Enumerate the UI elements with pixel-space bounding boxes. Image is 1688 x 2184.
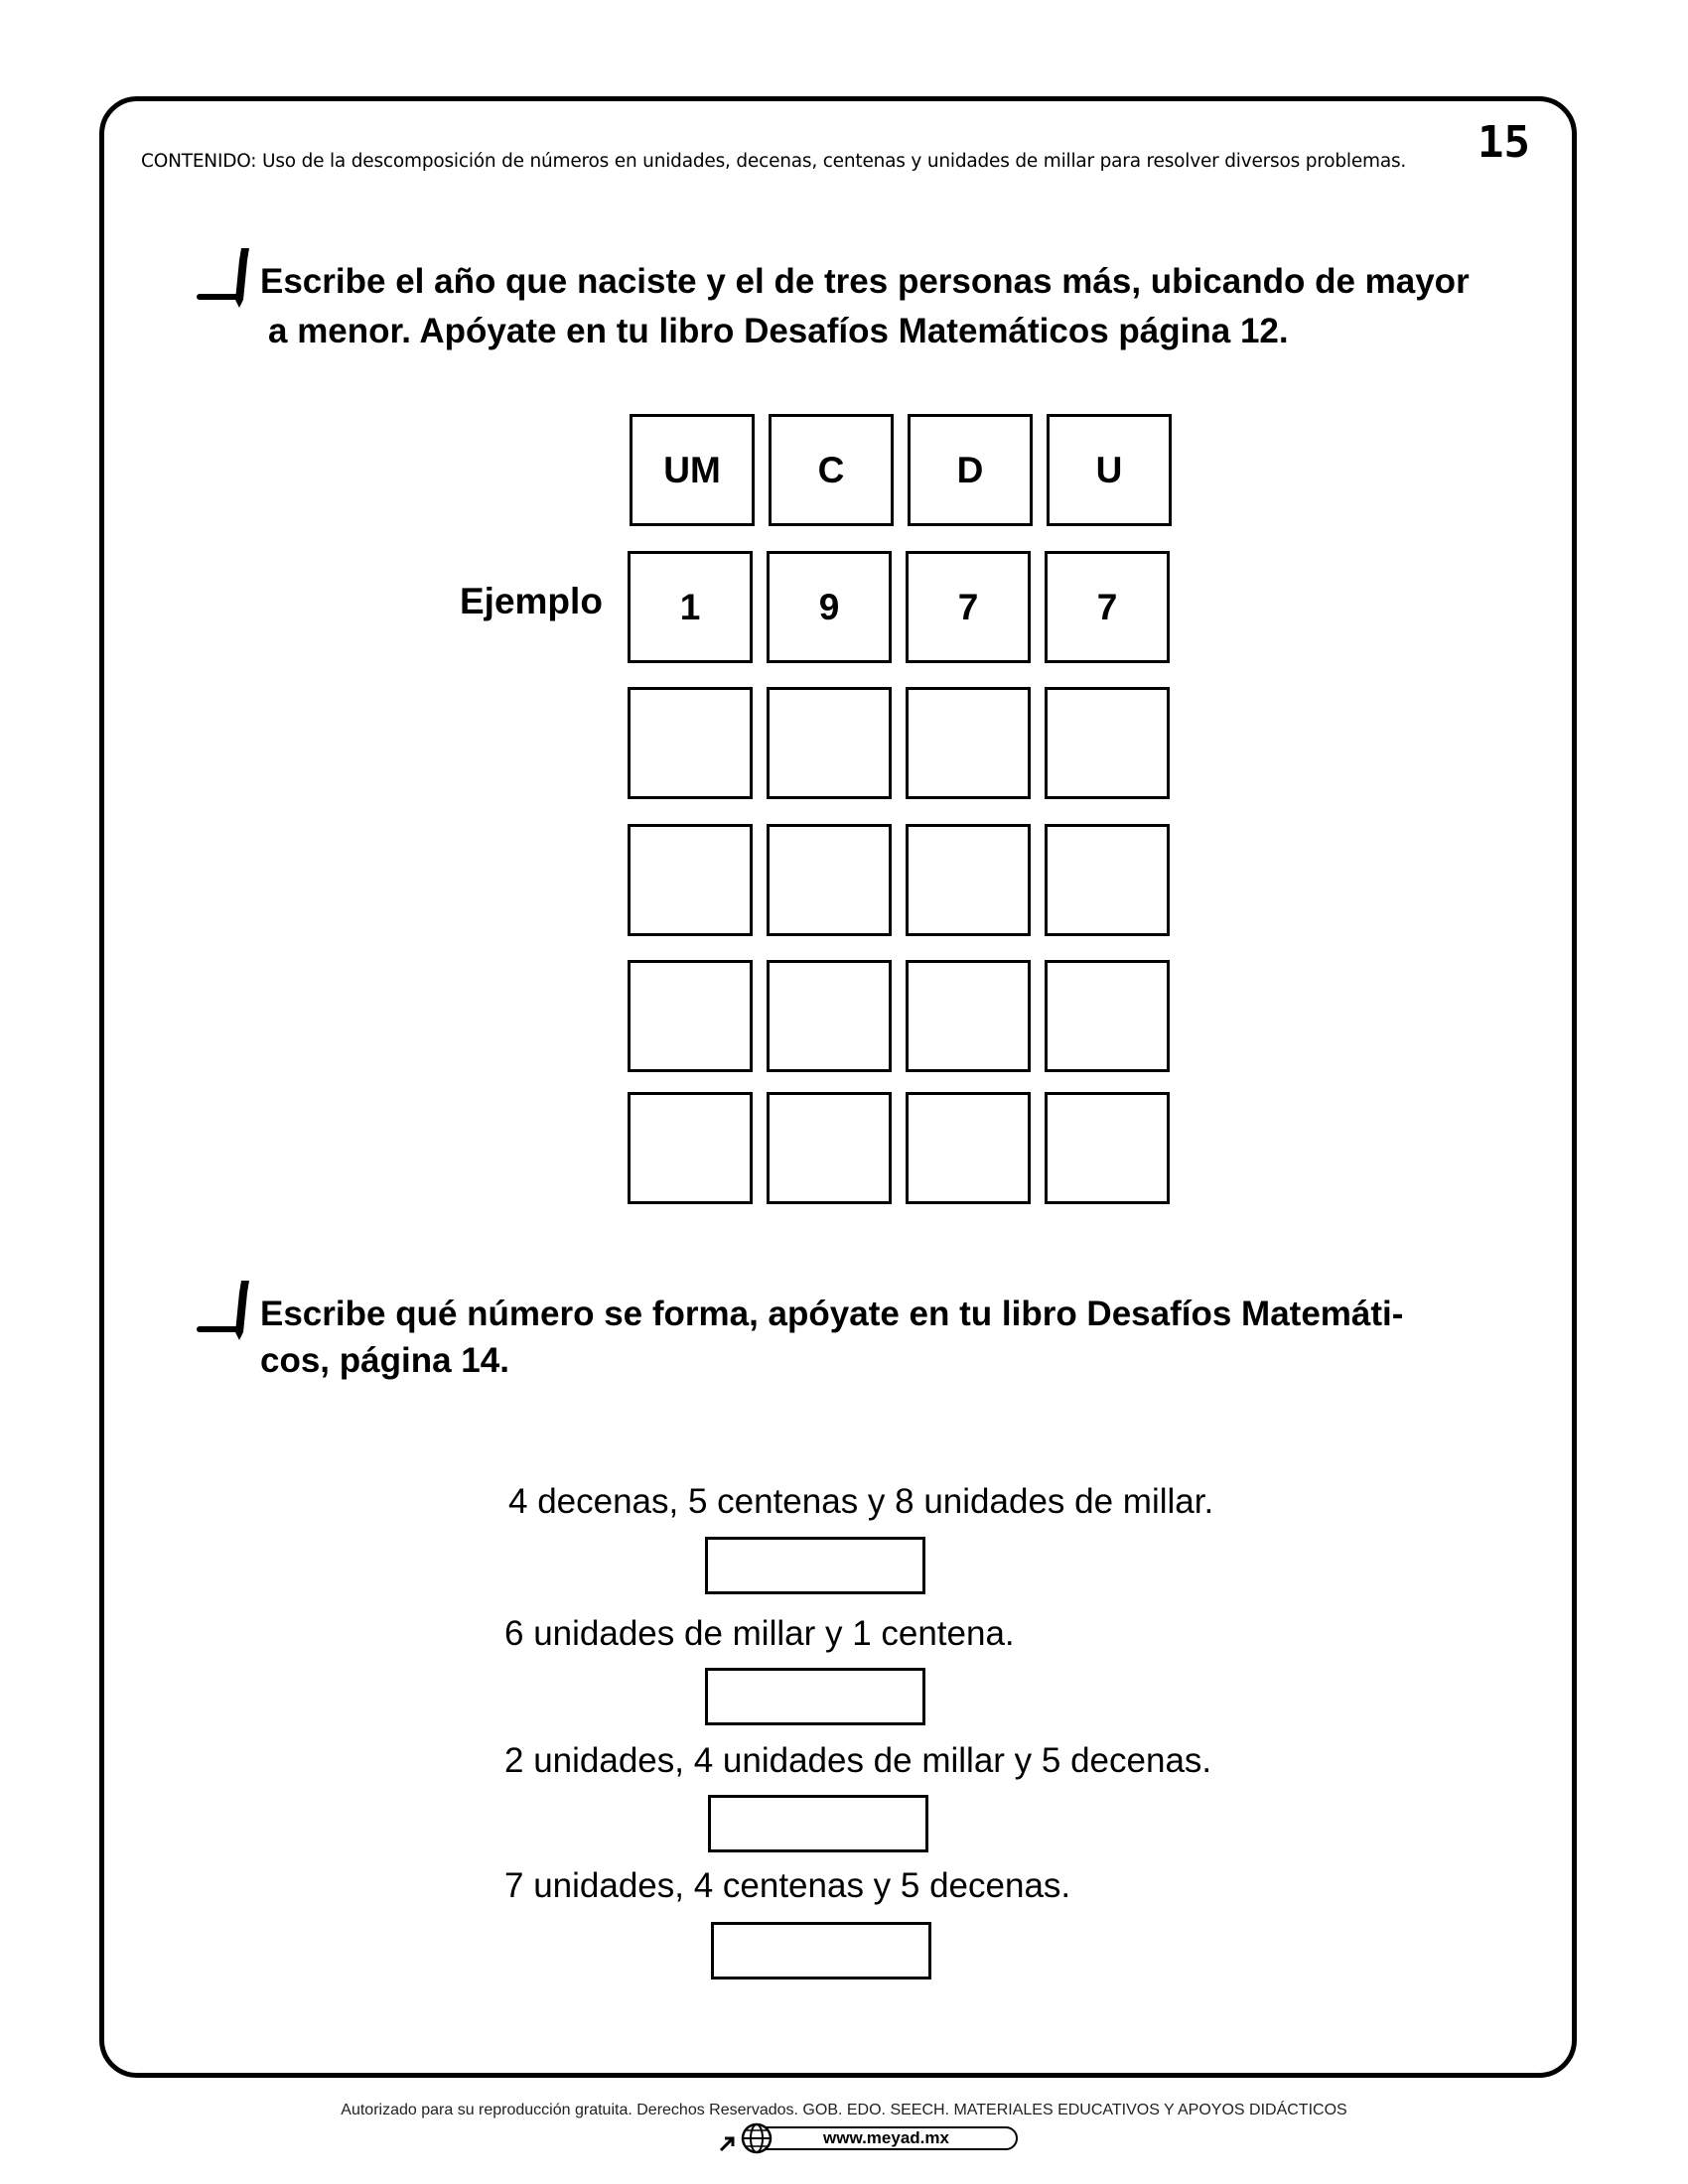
- problem-4-text: 7 unidades, 4 centenas y 5 decenas.: [504, 1866, 1071, 1905]
- instruction-2-line-1: Escribe qué número se forma, apóyate en tu libro Desafíos Matemáti-: [260, 1295, 1404, 1333]
- footer-authorization: Autorizado para su reproducción gratuita. Derechos Reservados. GOB. EDO. SEECH. MATERIALES EDUCATIVOS Y APOYOS DIDÁCTICOS: [341, 2102, 1347, 2118]
- header-cell-c: C: [769, 414, 894, 526]
- header-cell-u: U: [1047, 414, 1172, 526]
- year-3-d-box[interactable]: [906, 960, 1031, 1072]
- example-digit-d: 7: [906, 551, 1031, 663]
- year-4-u-box[interactable]: [1045, 1092, 1170, 1204]
- problem-3-text: 2 unidades, 4 unidades de millar y 5 decenas.: [504, 1741, 1212, 1780]
- year-4-um-box[interactable]: [628, 1092, 753, 1204]
- globe-icon: [717, 2120, 776, 2156]
- contenido-header: CONTENIDO: Uso de la descomposición de números en unidades, decenas, centenas y unidades de millar para resolver diversos problemas.: [141, 151, 1407, 172]
- instruction-1-line-2: a menor. Apóyate en tu libro Desafíos Matemáticos página 12.: [268, 312, 1289, 350]
- year-3-c-box[interactable]: [767, 960, 892, 1072]
- year-4-c-box[interactable]: [767, 1092, 892, 1204]
- website-link[interactable]: www.meyad.mx: [755, 2126, 1018, 2150]
- example-digit-um: 1: [628, 551, 753, 663]
- pencil-icon: [196, 240, 255, 310]
- header-cell-d: D: [908, 414, 1033, 526]
- problem-3-answer-box[interactable]: [708, 1795, 928, 1852]
- problem-4-answer-box[interactable]: [711, 1922, 931, 1979]
- pencil-icon: [196, 1273, 255, 1342]
- year-1-c-box[interactable]: [767, 687, 892, 799]
- year-1-u-box[interactable]: [1045, 687, 1170, 799]
- year-1-d-box[interactable]: [906, 687, 1031, 799]
- example-label: Ejemplo: [460, 581, 603, 621]
- problem-2-answer-box[interactable]: [705, 1668, 925, 1725]
- problem-1-text: 4 decenas, 5 centenas y 8 unidades de millar.: [508, 1482, 1214, 1521]
- problem-2-text: 6 unidades de millar y 1 centena.: [504, 1614, 1015, 1653]
- page-number: 15: [1477, 117, 1530, 168]
- example-digit-u: 7: [1045, 551, 1170, 663]
- example-digit-c: 9: [767, 551, 892, 663]
- year-2-d-box[interactable]: [906, 824, 1031, 936]
- year-2-u-box[interactable]: [1045, 824, 1170, 936]
- year-3-u-box[interactable]: [1045, 960, 1170, 1072]
- year-1-um-box[interactable]: [628, 687, 753, 799]
- instruction-2-line-2: cos, página 14.: [260, 1341, 509, 1380]
- year-2-c-box[interactable]: [767, 824, 892, 936]
- header-cell-um: UM: [630, 414, 755, 526]
- year-4-d-box[interactable]: [906, 1092, 1031, 1204]
- problem-1-answer-box[interactable]: [705, 1537, 925, 1594]
- year-3-um-box[interactable]: [628, 960, 753, 1072]
- year-2-um-box[interactable]: [628, 824, 753, 936]
- instruction-1-line-1: Escribe el año que naciste y el de tres personas más, ubicando de mayor: [260, 262, 1470, 301]
